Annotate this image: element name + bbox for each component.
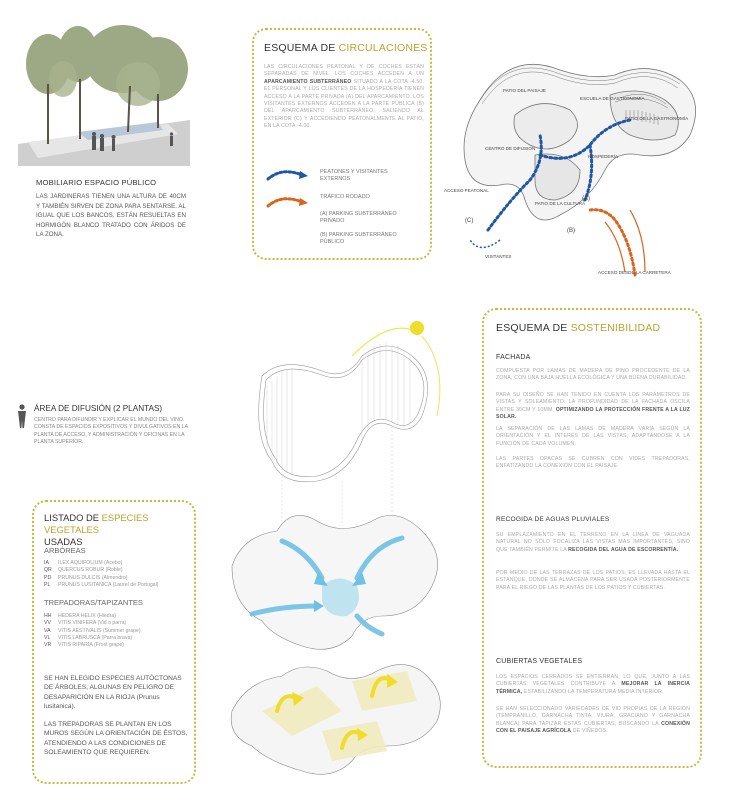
agua-p1 [496,532,690,554]
legend-parking-public: (B) PARKING SUBTERRÁNEO PÚBLICO [320,232,397,245]
especies-note-1: SE HAN ELEGIDO ESPECIES AUTÓCTONAS DE ÁRBOLES, ALGUNAS EN PELIGRO DE DESAPARICIÓN EN LA RIOJA (Prunus lusitanica). [44,675,182,711]
species-common: (Roble) [105,567,123,574]
species-code: VA [44,627,51,634]
species-common: (Hiedra) [97,613,116,619]
fachada-p1: COMPUESTA POR LAMAS DE MADERA DE PINO PROCEDENTE DE LA ZONA, CON UNA BAJA HUELLA ECOLÓGICA Y UNA BUENA DURABILIDAD. [496,368,690,382]
list-item [44,628,194,635]
list-item [44,560,194,567]
species-code: VR [44,642,52,649]
label-c: (C) [465,218,474,224]
sostenibilidad-title-prefix: ESQUEMA DE [496,322,571,334]
arboreas-list [44,560,194,589]
species-common: (Vid o parra) [97,620,127,627]
mobiliario-title: MOBILIARIO ESPACIO PÚBLICO [36,178,157,187]
mobiliario-body: LAS JARDINERAS TIENEN UNA ALTURA DE 40CM Y TAMBIÉN SIRVEN DE ZONA PARA SENTARSE. AL IGUAL QUE LOS BANCOS, ESTÁN RESUELTAS EN HORMIGÓN BLANCO TRATADO CON ÁRIDOS DE LA ZONA. [36,193,186,239]
species-common: (Parra brava) [101,634,133,641]
trepadoras-title: TREPADORAS/TAPIZANTES [44,598,143,607]
cubiertas-p2-a: SE HAN SELECCIONADO VARIEDADES DE VID PROPIAS DE LA REGIÓN (TEMPRANILLO, GARNACHA TINTA, VIURA, GRACIANO Y GARNACHA BLANCA) PARA TAPIZAR ESTAS CUBIERTAS, BUSCANDO LA [496,706,690,727]
legend-parking-private: (A) PARKING SUBTERRÁNEO PRIVADO [320,211,397,224]
label-patio-cultura: PATIO DE LA CULTURA [535,201,586,206]
cubiertas-p1 [496,674,690,696]
sun-icon [410,321,424,335]
circulaciones-panel [252,28,432,260]
label-a: (A) [582,196,590,202]
pedestrian-legend-icon [264,167,312,185]
sustainability-diagram [222,316,472,786]
species-code: HH [44,613,52,619]
legend-pedestrian: PEATONES Y VISITANTES EXTERNOS [320,169,388,182]
label-b: (B) [567,228,575,234]
species-common: (Laurel de Portugal) [112,581,159,588]
cubiertas-p2-b: DE VIÑEDOS. [571,728,608,735]
circulaciones-body-b: SITUADO A LA COTA -4.50. EL PERSONAL Y LOS CLIENTES DE LA HOSPEDERÍA TIENEN ACCESO A LA PARTE PRIVADA (A) DEL APARCAMIENTO. LOS VISITANTES EXTERNOS ACCEDEN A LA PARTE PÚBLICA (B) DEL APARCAMIENTO SUBTERRÁNEO, SALIENDO AL EXTERIOR (C) Y ACCEDIENDO PEATONALMENTE AL PATIO, EN LA COTA -4.00. [264,78,424,130]
species-code: PD [44,574,52,581]
label-escuela: ESCUELA DE GASTRONOMÍA [580,96,645,101]
sostenibilidad-panel [482,308,702,768]
agua-title: RECOGIDA DE AGUAS PLUVIALES [496,516,610,523]
fachada-p2-a: PARA SU DISEÑO SE HAN TENIDO EN CUENTA LOS PARÁMETROS DE VISTAS Y SOLEAMIENTO. LA PROFUNDIDAD DE LA FACHADA OSCILA ENTRE 30CM Y 10MM, [496,392,690,413]
list-item [44,635,194,642]
fachada-p4: LAS PARTES OPACAS SE CUBREN CON VIDES TREPADORAS, ENFATIZANDO LA CONEXIÓN CON EL PAISAJE. [496,456,690,470]
species-code: QR [44,567,52,574]
especies-title-accent: ESPECIES VEGETALES [44,512,149,535]
label-patio-paisaje: PATIO DEL PAISAJE [503,88,546,93]
cubiertas-p2 [496,706,690,736]
cubiertas-p1-a: LOS ESPACIOS CERRADOS SE ENTIERRAN, LO QUE, JUNTO A LAS CUBIERTAS VEGETALES CONTRIBUYE A [496,674,690,688]
person-icon [16,404,28,433]
agua-p1-bold: RECOGIDA DEL AGUA DE ESCORRENTÍA. [568,546,679,553]
species-code: PL [44,581,51,588]
species-name: VITIS LABRUSCA [58,634,101,641]
circulaciones-body-bold: APARCAMIENTO SUBTERRÁNEO [264,78,352,85]
species-name: HEDERA HELIX [58,613,96,619]
species-code: IA [44,560,49,566]
arboreas-title: ARBÓREAS [44,546,86,555]
agua-p2: POR MEDIO DE LAS TERRAZAS DE LOS PATIOS, ES LLEVADA HASTA EL ESTANQUE, DONDE SE ALMACENA PARA SER USADA POSTERIORMENTE PARA EL RIEGO DE LAS PLANTAS DE LOS PATIOS Y CUBIERTAS. [496,570,690,591]
species-common: (Acebo) [104,560,123,566]
fachada-title: FACHADA [496,354,531,361]
circulaciones-title-accent: CIRCULACIONES [338,42,428,54]
species-name: VITIS VINIFERA [58,620,97,627]
species-name: PRUNUS DULCIS [58,574,101,581]
circulaciones-title-prefix: ESQUEMA DE [264,42,339,54]
especies-title-suffix: USADAS [44,536,83,547]
label-centro: CENTRO DE DIFUSIÓN [485,146,536,151]
label-patio-gastro: PATIO DE LA GASTRONOMÍA [625,116,689,121]
species-code: VL [44,634,51,641]
especies-title-prefix: LISTADO DE [44,512,102,523]
list-item [44,620,194,627]
label-carretera: ACCESO DESDE LA CARRETERA [598,270,671,275]
trepadoras-list [44,613,194,649]
species-name: VITIS AESTIVALIS [58,627,102,634]
fachada-p2-bold: OPTIMIZANDO LA PROTECCIÓN FRENTE A LA LUZ SOLAR. [496,406,690,421]
species-name: VITIS RIPARIA [58,642,93,649]
cubiertas-p2-bold: CONEXIÓN CON EL PAISAJE AGRÍCOLA [496,720,690,735]
species-name: PRUNUS LUSITANICA [58,581,112,588]
sostenibilidad-title [496,322,660,334]
circulaciones-body-a: LAS CIRCULACIONES PEATONAL Y DE COCHES ESTÁN SEPARADAS DE NIVEL. LOS COCHES ACCEDEN A UN [264,64,424,78]
circulation-plan [440,40,715,280]
list-item [44,582,194,589]
cubiertas-p1-b: ESTABILIZANDO LA TEMPERATURA MEDIA INTERIOR. [522,688,664,695]
species-common: (Summer grape) [102,627,141,634]
species-name: ILEX AQUIFOLIUM [58,560,103,566]
list-item [44,567,194,574]
fachada-p3: LA SEPARACIÓN DE LAS LAMAS DE MADERA VARÍA SEGÚN LA ORIENTACIÓN Y EL INTERÉS DE LAS VISTAS, ADAPTÁNDOSE A LA FUNCIÓN DE CADA VOLUMEN. [496,426,690,447]
species-common: (Almendro) [101,574,128,581]
area-title: ÁREA DE DIFUSIÓN (2 PLANTAS) [34,404,163,413]
fachada-p2 [496,392,690,422]
species-name: QUERCUS ROBUR [58,567,105,574]
circulaciones-body [264,64,424,131]
cubiertas-p1-bold: MEJORAR LA INERCIA TÉRMICA, [496,681,690,695]
area-body: CENTRO PARA DIFUNDIR Y EXPLICAR EL MUNDO DEL VINO. CONSTA DE ESPACIOS EXPOSITIVOS Y DIVULGATIVOS EN LA PLANTA DE ACCESO, Y ADMINISTRACIÓN Y OFICINAS EN LA PLANTA SUPERIOR. [34,417,188,445]
label-hospederia: HOSPEDERÍA [588,154,619,159]
agua-p1-a: SU EMPLAZAMIENTO EN EL TERRENO EN LA LÍNEA DE VAGUADA NATURAL NO SÓLO FOCALIZA LAS VISTAS MÁS IMPORTANTES, SINO QUE TAMBIÉN PERMITE LA [496,532,690,553]
list-item [44,642,194,649]
especies-panel [32,500,196,784]
circulaciones-title [264,42,428,54]
especies-note-2: LAS TREPADORAS SE PLANTAN EN LOS MUROS SEGÚN LA ORIENTACIÓN DE ÉSTOS, ATENDIENDO A LAS CONDICIONES DE SOLEAMIENTO QUE REQUIEREN. [44,721,188,757]
species-common: (Frost grape) [93,642,124,649]
list-item [44,613,194,620]
species-code: VV [44,620,51,627]
especies-title [44,512,190,548]
traffic-legend-icon [264,194,312,212]
label-acceso: ACCESO PEATONAL [444,188,489,193]
sostenibilidad-title-accent: SOSTENIBILIDAD [570,322,661,334]
label-visitantes: VISITANTES [485,254,512,259]
public-space-photo [18,24,190,166]
list-item [44,575,194,582]
legend-traffic: TRÁFICO RODADO [320,194,370,200]
cubiertas-title: CUBIERTAS VEGETALES [496,658,583,665]
